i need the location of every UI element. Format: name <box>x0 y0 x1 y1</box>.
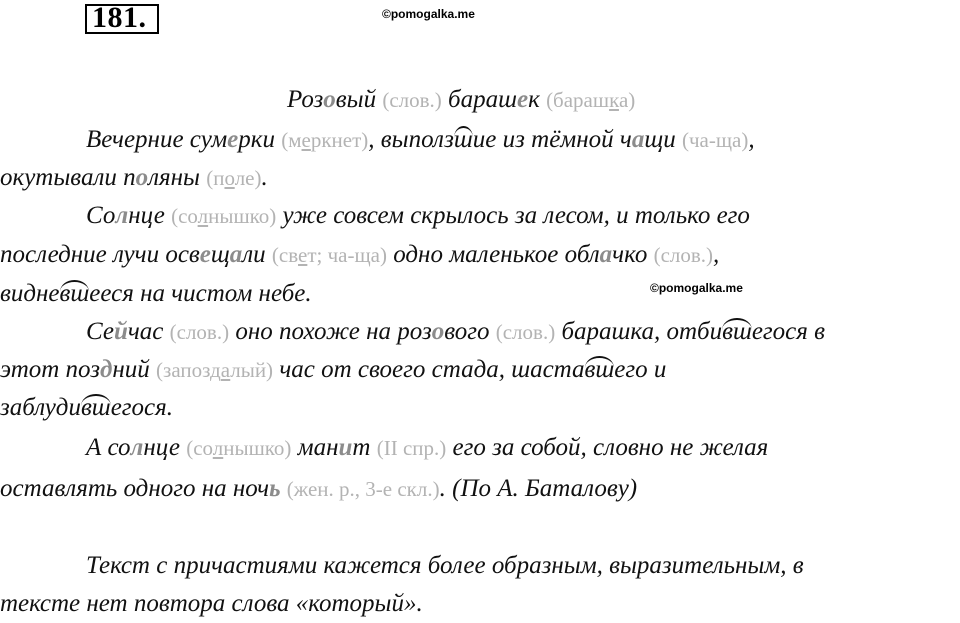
text-title: Розовый (слов.) барашек (барашка) <box>287 86 636 113</box>
suffix-arc: вш <box>59 280 90 307</box>
text-line-7: Сейчас (слов.) оно похоже на розового (слов.) барашка, отбившегося в <box>86 318 825 345</box>
conclusion-line-2: тексте нет повтора слова «который». <box>0 590 423 617</box>
suffix-arc: ш <box>453 126 473 153</box>
text-line-5: последние лучи освещали (свет; ча-ща) одно маленькое облачко (слов.), <box>0 241 720 268</box>
text-line-9: заблудившегося. <box>0 394 174 421</box>
watermark-top: ©pomogalka.me <box>382 7 475 21</box>
text-line-2: Вечерние сумерки (меркнет), выползшие из тёмной чащи (ча-ща), <box>86 126 755 153</box>
suffix-arc: вш <box>80 394 111 421</box>
conclusion-line-1: Текст с причастиями кажется более образным, выразительным, в <box>86 552 804 579</box>
text-line-11: оставлять одного на ночь (жен. р., 3-е скл.). (По А. Баталову) <box>0 475 638 502</box>
text-line-8: этот поздний (запоздалый) час от своего стада, шаставшего и <box>0 356 667 383</box>
text-line-10: А солнце (солнышко) манит (II спр.) его за собой, словно не желая <box>86 434 769 461</box>
text-line-6: видневшееся на чистом небе. <box>0 280 312 307</box>
text-line-3: окутывали поляны (поле). <box>0 164 268 191</box>
exercise-number: 181. <box>92 1 147 34</box>
watermark-middle: ©pomogalka.me <box>650 281 743 295</box>
text-line-4: Солнце (солнышко) уже совсем скрылось за лесом, и только его <box>86 202 750 229</box>
suffix-arc: вш <box>722 318 752 345</box>
suffix-arc: вш <box>584 356 615 383</box>
